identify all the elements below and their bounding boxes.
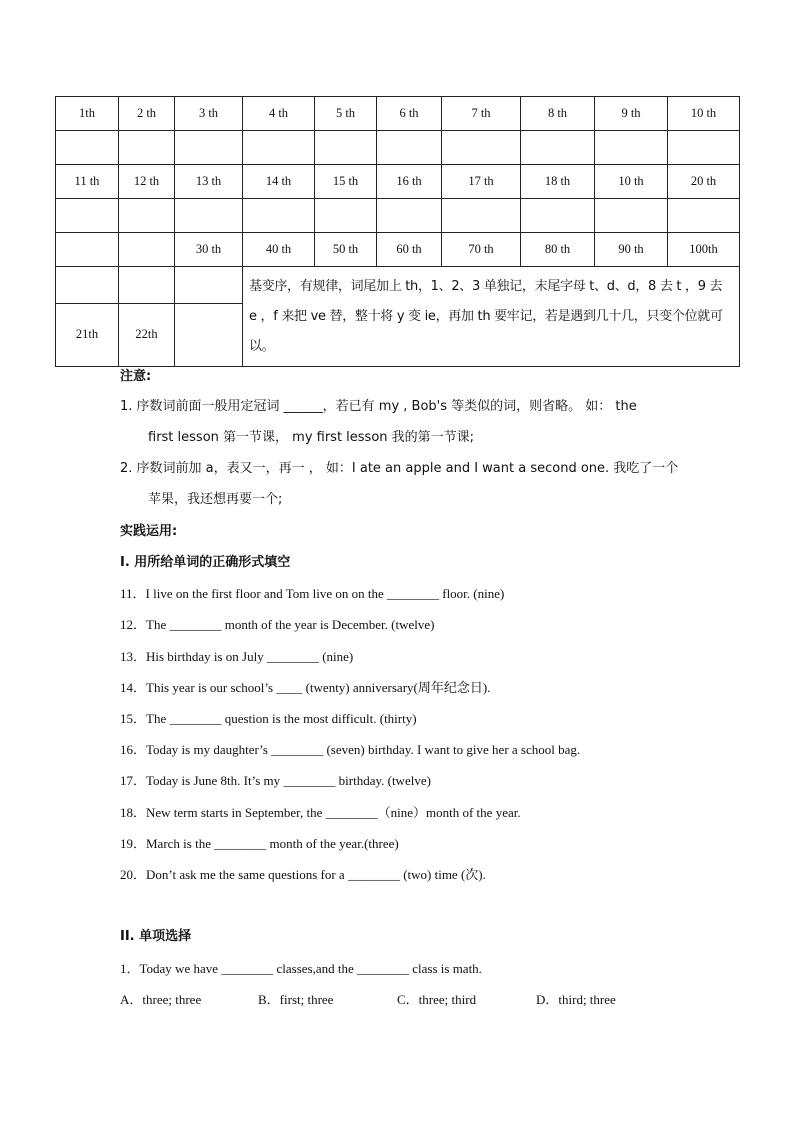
table-cell: 70 th	[442, 233, 521, 267]
table-cell: 20 th	[668, 165, 740, 199]
table-cell: 7 th	[442, 97, 521, 131]
ordinal-table	[55, 96, 740, 367]
question-item: 15．The ________ question is the most difficult. (thirty)	[120, 711, 417, 726]
table-cell: 10 th	[595, 165, 668, 199]
answer-cell	[119, 267, 175, 304]
note-item-1-cont: first lesson 第一节课， my first lesson 我的第一节课;	[148, 430, 475, 445]
answer-cell	[243, 131, 315, 165]
table-cell: 11 th	[56, 165, 119, 199]
note-item-2: 2. 序数词前加 a，表又一，再一 ， 如：I ate an apple and I want a second one. 我吃了一个	[120, 461, 679, 476]
answer-cell	[595, 199, 668, 233]
table-cell: 21th	[56, 303, 119, 366]
table-cell: 60 th	[377, 233, 442, 267]
answer-cell	[442, 199, 521, 233]
answer-cell	[175, 131, 243, 165]
option-c: C．three; third	[397, 992, 477, 1007]
table-cell: 100th	[668, 233, 740, 267]
table-cell: 6 th	[377, 97, 442, 131]
question-item: 17．Today is June 8th. It’s my ________ birthday. (twelve)	[120, 773, 431, 788]
answer-cell	[521, 199, 595, 233]
section-1-title: I. 用所给单词的正确形式填空	[120, 555, 291, 570]
question-item: 19．March is the ________ month of the year.(three)	[120, 836, 399, 851]
option-b: B．first; three	[258, 992, 334, 1007]
table-cell: 2 th	[119, 97, 175, 131]
practice-title: 实践运用:	[120, 524, 178, 539]
table-cell: 15 th	[315, 165, 377, 199]
answer-cell	[243, 199, 315, 233]
answer-cell	[668, 199, 740, 233]
answer-cell	[442, 131, 521, 165]
table-cell: 5 th	[315, 97, 377, 131]
question-item: 12．The ________ month of the year is December. (twelve)	[120, 617, 435, 632]
answer-cell	[175, 303, 243, 366]
table-cell: 16 th	[377, 165, 442, 199]
table-cell: 9 th	[595, 97, 668, 131]
answer-cell	[119, 233, 175, 267]
table-row	[56, 267, 740, 304]
table-row	[56, 233, 740, 267]
answer-cell	[315, 131, 377, 165]
table-cell: 10 th	[668, 97, 740, 131]
table-cell: 14 th	[243, 165, 315, 199]
table-cell: 50 th	[315, 233, 377, 267]
table-cell: 1th	[56, 97, 119, 131]
question-item: 11．I live on the first floor and Tom live on on the ________ floor. (nine)	[120, 586, 505, 601]
option-a: A．three; three	[120, 992, 202, 1007]
answer-cell	[377, 131, 442, 165]
answer-cell	[521, 131, 595, 165]
table-row-blank	[56, 131, 740, 165]
table-row-blank	[56, 199, 740, 233]
question-item: 16．Today is my daughter’s ________ (seven) birthday. I want to give her a school bag.	[120, 742, 581, 757]
answer-cell	[377, 199, 442, 233]
table-row	[56, 97, 740, 131]
answer-cell	[119, 199, 175, 233]
section-2-title: II. 单项选择	[120, 929, 192, 944]
answer-cell	[595, 131, 668, 165]
table-cell: 8 th	[521, 97, 595, 131]
answer-cell	[56, 131, 119, 165]
answer-cell	[668, 131, 740, 165]
question-item: 18．New term starts in September, the ________（nine）month of the year.	[120, 805, 521, 820]
answer-cell	[56, 199, 119, 233]
choice-question: 1．Today we have ________ classes,and the ________ class is math.	[120, 961, 482, 976]
table-row	[56, 165, 740, 199]
table-cell: 80 th	[521, 233, 595, 267]
table-cell: 12 th	[119, 165, 175, 199]
question-item: 14．This year is our school’s ____ (twenty) anniversary(周年纪念日).	[120, 680, 491, 695]
table-cell: 22th	[119, 303, 175, 366]
answer-cell	[315, 199, 377, 233]
option-d: D．third; three	[536, 992, 616, 1007]
answer-cell	[175, 199, 243, 233]
table-cell: 40 th	[243, 233, 315, 267]
answer-cell	[56, 267, 119, 304]
answer-cell	[119, 131, 175, 165]
question-item: 20．Don’t ask me the same questions for a ________ (two) time (次).	[120, 867, 486, 882]
table-cell: 3 th	[175, 97, 243, 131]
rule-text: 基变序，有规律，词尾加上 th，1、2、3 单独记，末尾字母 t、d、d，8 去 t ，9 去 e ，f 来把 ve 替，整十将 y 变 ie，再加 th 要牢记，若是遇到几十几，只变个位就可以。	[243, 267, 740, 367]
table-cell: 18 th	[521, 165, 595, 199]
note-item-2-cont: 苹果，我还想再要一个;	[148, 492, 283, 507]
table-cell: 90 th	[595, 233, 668, 267]
table-cell: 4 th	[243, 97, 315, 131]
table-cell: 17 th	[442, 165, 521, 199]
answer-cell	[175, 267, 243, 304]
note-item-1: 1. 序数词前面一般用定冠词 ______，若已有 my , Bob's 等类似的词，则省略。 如： the	[120, 399, 637, 414]
table-cell: 13 th	[175, 165, 243, 199]
question-item: 13．His birthday is on July ________ (nine)	[120, 649, 354, 664]
answer-cell	[56, 233, 119, 267]
table-cell: 30 th	[175, 233, 243, 267]
note-title: 注意:	[120, 369, 152, 384]
